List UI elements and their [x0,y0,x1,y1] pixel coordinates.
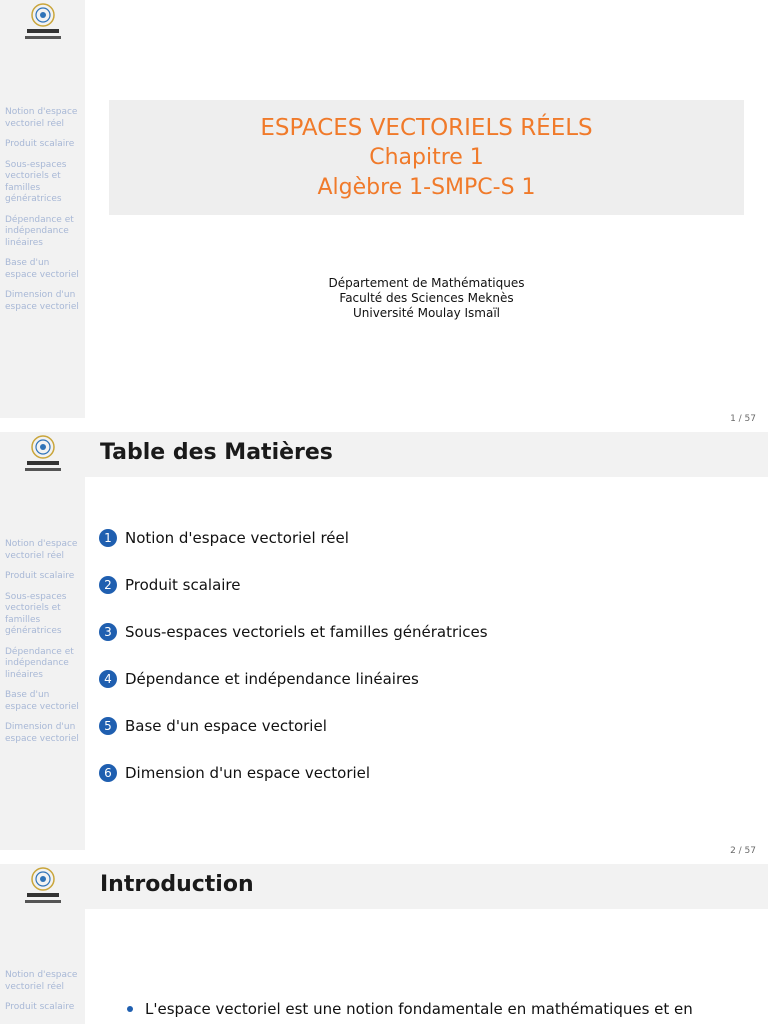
intro-bullet-text: L'espace vectoriel est une notion fondamentale en mathématiques et en [145,1000,693,1018]
logo-box [0,0,85,45]
faculty-logo [19,2,67,44]
toc-number-badge: 1 [99,529,117,547]
slide-2 [0,432,768,856]
nav-item-dimension[interactable]: Dimension d'un espace vectoriel [5,722,79,744]
intro-bullet [128,1000,693,1018]
nav-item-dependance[interactable]: Dépendance et indépendance linéaires [5,646,74,680]
section-nav [5,970,83,1023]
toc-item[interactable] [99,622,488,642]
chapter-label: Chapitre 1 [369,145,484,170]
toc-item[interactable] [99,669,488,689]
toc-item[interactable] [99,716,488,736]
page-number: 1 / 57 [730,414,756,424]
sidebar [0,864,85,1024]
toc-number-badge: 6 [99,764,117,782]
toc-label: Dépendance et indépendance linéaires [125,670,419,688]
toc-item[interactable] [99,528,488,548]
institute-faculty: Faculté des Sciences Meknès [339,291,514,305]
frame-title: Table des Matières [100,440,333,465]
nav-item-notion[interactable]: Notion d'espace vectoriel réel [5,107,78,129]
nav-item-base[interactable]: Base d'un espace vectoriel [5,258,79,280]
title-box [109,100,744,215]
section-nav [5,107,83,322]
nav-item-sous-espaces[interactable]: Sous-espaces vectoriels et familles génératrices [5,159,67,204]
nav-item-sous-espaces[interactable]: Sous-espaces vectoriels et familles génératrices [5,591,67,636]
slide-1 [0,0,768,424]
slide-3 [0,864,768,1024]
toc-label: Sous-espaces vectoriels et familles génératrices [125,623,488,641]
presentation-title: ESPACES VECTORIELS RÉELS [260,115,593,141]
sidebar [0,432,85,850]
nav-item-notion[interactable]: Notion d'espace vectoriel réel [5,970,78,992]
toc-item[interactable] [99,763,488,783]
toc-label: Produit scalaire [125,576,241,594]
table-of-contents [99,528,488,810]
institute-university: Université Moulay Ismaïl [352,306,501,320]
page-number: 2 / 57 [730,846,756,856]
toc-number-badge: 2 [99,576,117,594]
nav-item-produit-scalaire[interactable]: Produit scalaire [5,1002,75,1012]
toc-number-badge: 5 [99,717,117,735]
nav-item-dependance[interactable]: Dépendance et indépendance linéaires [5,214,74,248]
toc-number-badge: 4 [99,670,117,688]
nav-item-produit-scalaire[interactable]: Produit scalaire [5,139,75,149]
nav-item-produit-scalaire[interactable]: Produit scalaire [5,571,75,581]
faculty-logo [19,434,67,476]
toc-number-badge: 3 [99,623,117,641]
sidebar [0,0,85,418]
logo-box [0,864,85,909]
frame-title: Introduction [100,872,254,897]
toc-label: Base d'un espace vectoriel [125,717,327,735]
nav-item-dimension[interactable]: Dimension d'un espace vectoriel [5,290,79,312]
toc-item[interactable] [99,575,488,595]
toc-label: Notion d'espace vectoriel réel [125,529,349,547]
nav-item-notion[interactable]: Notion d'espace vectoriel réel [5,539,78,561]
nav-item-base[interactable]: Base d'un espace vectoriel [5,690,79,712]
faculty-logo [19,866,67,908]
institute-block [109,276,744,321]
course-label: Algèbre 1-SMPC-S 1 [317,175,536,200]
logo-box [0,432,85,477]
toc-label: Dimension d'un espace vectoriel [125,764,371,782]
institute-department: Département de Mathématiques [328,276,525,290]
section-nav [5,539,83,754]
